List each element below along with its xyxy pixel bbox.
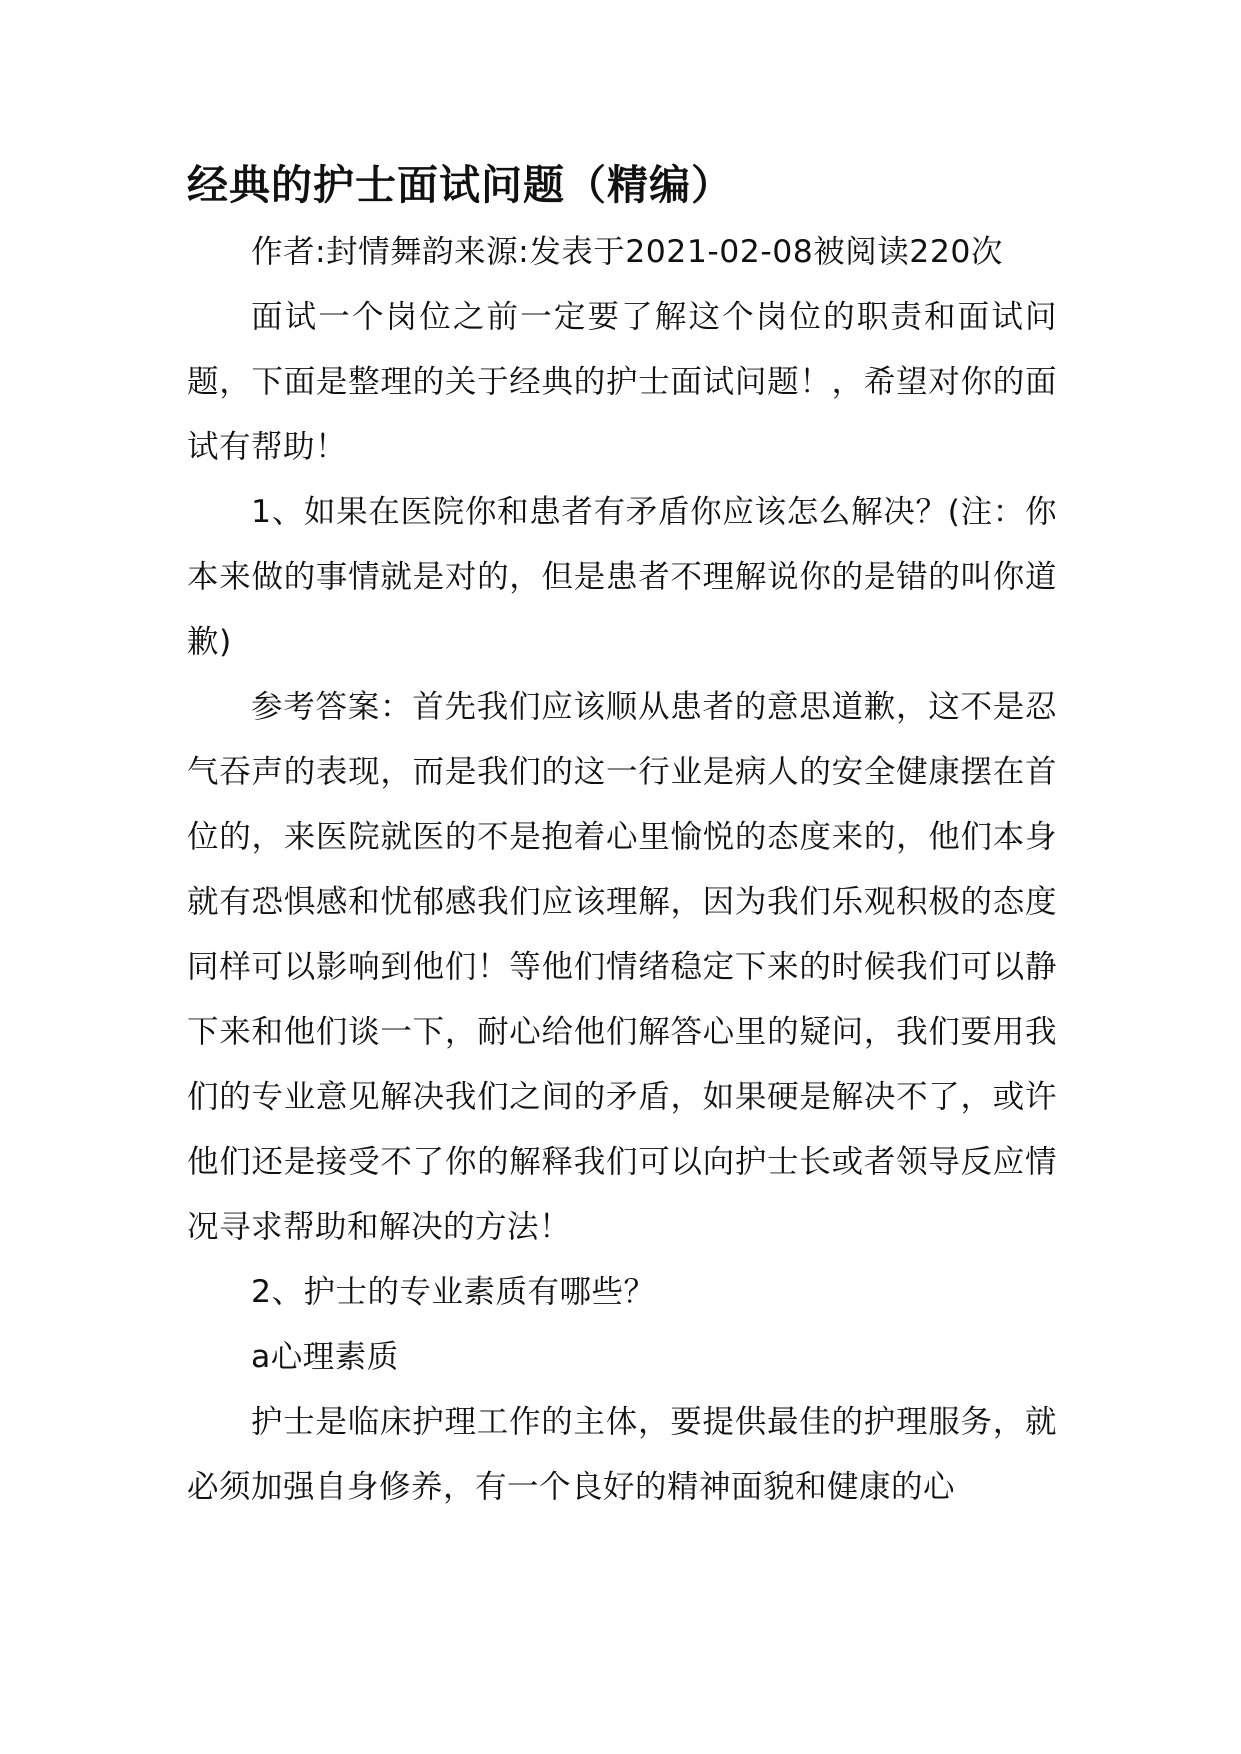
paragraph-intro: 面试一个岗位之前一定要了解这个岗位的职责和面试问题，下面是整理的关于经典的护士面试问题！，希望对你的面试有帮助！	[187, 299, 1057, 465]
document-page	[187, 150, 1057, 1520]
paragraph-question-1: 1、如果在医院你和患者有矛盾你应该怎么解决？(注：你本来做的事情就是对的，但是患者不理解说你的是错的叫你道歉)	[187, 494, 1057, 660]
paragraph-subheading-a: a心理素质	[251, 1339, 399, 1375]
paragraph-body-a: 护士是临床护理工作的主体，要提供最佳的护理服务，就必须加强自身修养，有一个良好的精神面貌和健康的心	[187, 1404, 1057, 1505]
paragraph-answer-1: 参考答案：首先我们应该顺从患者的意思道歉，这不是忍气吞声的表现，而是我们的这一行业是病人的安全健康摆在首位的，来医院就医的不是抱着心里愉悦的态度来的，他们本身就有恐惧感和忧郁感我们应该理解，因为我们乐观积极的态度同样可以影响到他们！等他们情绪稳定下来的时候我们可以静下来和他们谈一下，耐心给他们解答心里的疑问，我们要用我们的专业意见解决我们之间的矛盾，如果硬是解决不了，或许他们还是接受不了你的解释我们可以向护士长或者领导反应情况寻求帮助和解决的方法！	[187, 689, 1057, 1245]
document-meta: 作者:封情舞韵来源:发表于2021-02-08被阅读220次	[251, 234, 1003, 270]
paragraph-question-2: 2、护士的专业素质有哪些？	[251, 1274, 656, 1310]
document-title: 经典的护士面试问题（精编）	[187, 161, 733, 209]
